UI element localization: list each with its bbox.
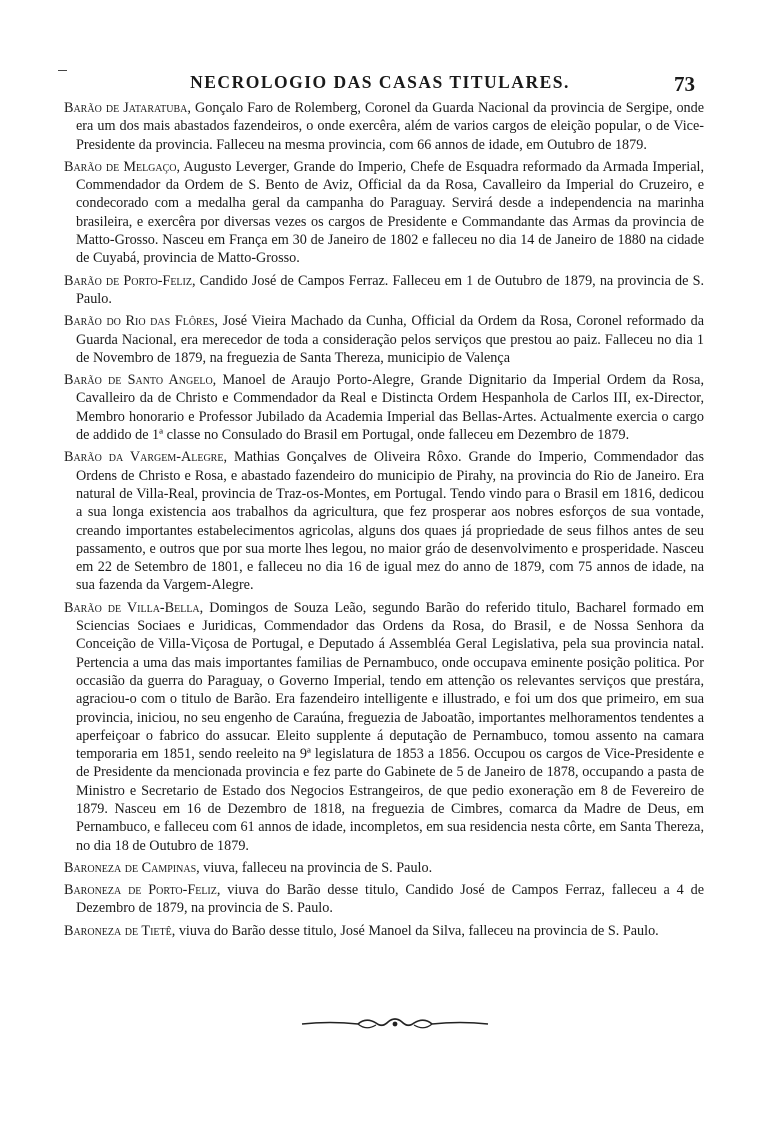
entry-baroneza-porto-feliz xyxy=(64,881,704,918)
entry-baroneza-campinas xyxy=(64,859,704,877)
entry-text: Manoel de Araujo Porto-Alegre, Grande Dignitario da Imperial Ordem da Rosa, Cavalleiro da de Christo e Commendador da Real e Distincta Ordem Hespanhola de Carlos III, ex-Director, Membro honorario e Professor Jubilado da Academia Imperial das Bellas-Artes. Actualmente exercia o cargo de addido de 1ª classe no Consulado do Brasil em Portugal, onde falleceu em Dezembro de 1879. xyxy=(76,372,705,444)
entry-text: José Vieira Machado da Cunha, Official da Ordem da Rosa, Coronel reformado da Guarda Nacional, era merecedor de toda a consideração pelos serviços que prestou ao paiz. Falleceu no dia 1 de Novembro de 1879, na freguezia de Santa Thereza, municipio de Valença xyxy=(76,313,705,366)
entry-text: viuva, falleceu na provincia de S. Paulo. xyxy=(203,859,433,876)
entry-title: Barão de Porto-Feliz, xyxy=(64,272,196,289)
entry-title: Barão de Jataratuba, xyxy=(64,100,191,116)
entry-text: viuva do Barão desse titulo, Candido José de Campos Ferraz, falleceu a 4 de Dezembro de 1879, na provincia de S. Paulo. xyxy=(76,882,705,917)
entry-text: Mathias Gonçalves de Oliveira Rôxo. Grande do Imperio, Commendador das Ordens de Christo e Rosa, e abastado fazendeiro do municipio de Pirahy, na provincia do Rio de Janeiro. Era natural de Villa-Real, provincia de Traz-os-Montes, em Portugal. Tendo vindo para o Brasil em 1816, dedicou a sua longa existencia aos trabalhos da agricultura, que fez prosperar aos nobres esforços de sua vontade, creando importantes estabelecimentos agricolas, alguns dos quaes já propriedade de seus filhos antes de seu passamento, e outros que por sua morte lhes legou, no maior gráo de desenvolvimento e prosperidade. Nasceu em 22 de Setembro de 1801, e falleceu no dia 16 de igual mez do anno de 1879, com 75 annos de idade, na sua fazenda da Vargem-Alegre. xyxy=(76,449,705,594)
entry-baroneza-tiete xyxy=(64,922,704,940)
entry-barao-jataratuba xyxy=(64,99,704,154)
entry-barao-rio-das-flores xyxy=(64,312,704,367)
entry-title: Baroneza de Porto-Feliz, xyxy=(64,882,221,899)
entry-title: Barão da Vargem-Alegre, xyxy=(64,449,227,466)
page-number: 73 xyxy=(674,72,695,96)
entry-title: Barão de Melgaço, xyxy=(64,158,181,175)
entry-list xyxy=(64,99,704,944)
margin-mark xyxy=(58,70,67,71)
entry-text: Candido José de Campos Ferraz. Falleceu em 1 de Outubro de 1879, na provincia de S. Paulo. xyxy=(76,272,705,307)
entry-barao-santo-angelo xyxy=(64,371,704,444)
running-title: NECROLOGIO DAS CASAS TITULARES. xyxy=(190,72,570,92)
entry-title: Barão de Villa-Bella, xyxy=(64,599,204,616)
entry-text: viuva do Barão desse titulo, José Manoel da Silva, falleceu na provincia de S. Paulo. xyxy=(178,922,659,939)
entry-title: Barão do Rio das Flôres, xyxy=(64,313,218,330)
decorative-rule-icon xyxy=(300,1012,490,1036)
entry-title: Barão de Santo Angelo, xyxy=(64,372,217,389)
entry-text: Augusto Leverger, Grande do Imperio, Chefe de Esquadra reformado da Armada Imperial, Commendador da Ordem de S. Bento de Aviz, Official da da Rosa, Cavalleiro da Imperial do Cruzeiro, e condecorado com a medalha geral da campanha do Paraguay. Servirá desde a independencia na marinha brasileira, e exercêra por diversas vezes os cargos de Presidente e Commandante das Armas da provincia de Matto-Grosso. Nasceu em França em 30 de Janeiro de 1802 e falleceu no dia 14 de Janeiro de 1880 na cidade de Cuyabá, provincia de Matto-Grosso. xyxy=(76,158,704,267)
entry-text: Gonçalo Faro de Rolemberg, Coronel da Guarda Nacional da provincia de Sergipe, onde era um dos mais abastados fazendeiros, o onde exercêra, além de varios cargos de eleição popular, o de Vice-Presidente da provincia. Falleceu na mesma provincia, com 66 annos de idade, em Outubro de 1879. xyxy=(76,100,705,153)
entry-barao-villa-bella xyxy=(64,599,704,855)
entry-barao-porto-feliz xyxy=(64,272,704,309)
entry-barao-vargem-alegre xyxy=(64,448,704,594)
entry-barao-melgaco xyxy=(64,158,704,268)
entry-title: Baroneza de Campinas, xyxy=(64,859,200,876)
entry-text: Domingos de Souza Leão, segundo Barão do referido titulo, Bacharel formado em Sciencias Sociaes e Juridicas, Commendador das Ordens da Rosa, do Brasil, e de Nossa Senhora da Conceição de Villa-Viçosa de Portugal, e Deputado á Assembléa Geral Legislativa, pela sua provincia natal. Pertencia a uma das mais importantes familias de Pernambuco, onde occupava eminente posição politica. Por occasião da guerra do Paraguay, o Governo Imperial, tendo em attenção os relevantes serviços que prestára, agraciou-o com o titulo de Barão. Era fazendeiro intelligente e illustrado, e foi um dos que primeiro, em sua provincia, iniciou, no seu engenho de Caraúna, freguezia de Jaboatão, importantes melhoramentos tendentes a aperfeiçoar o fabrico do assucar. Eleito supplente á deputação de Pernambuco, tomou assento na camara temporaria em 1851, sendo reeleito na 9ª legislatura de 1853 a 1856. Occupou os cargos de Vice-Presidente e de Presidente da mencionada provincia e fez parte do Gabinete de 5 de Janeiro de 1878, occupando a pasta de Ministro e Secretario de Estado dos Negocios Estrangeiros, de que pedio exoneração em 8 de Fevereiro de 1879. Nasceu em 16 de Dezembro de 1818, na freguezia de Cimbres, comarca da Madre de Deus, em Pernambuco, e falleceu com 61 annos de idade, incompletos, em sua residencia nesta côrte, em Santa Thereza, no dia 18 de Outubro de 1879. xyxy=(76,599,705,854)
entry-title: Baroneza de Tietê, xyxy=(64,922,176,939)
